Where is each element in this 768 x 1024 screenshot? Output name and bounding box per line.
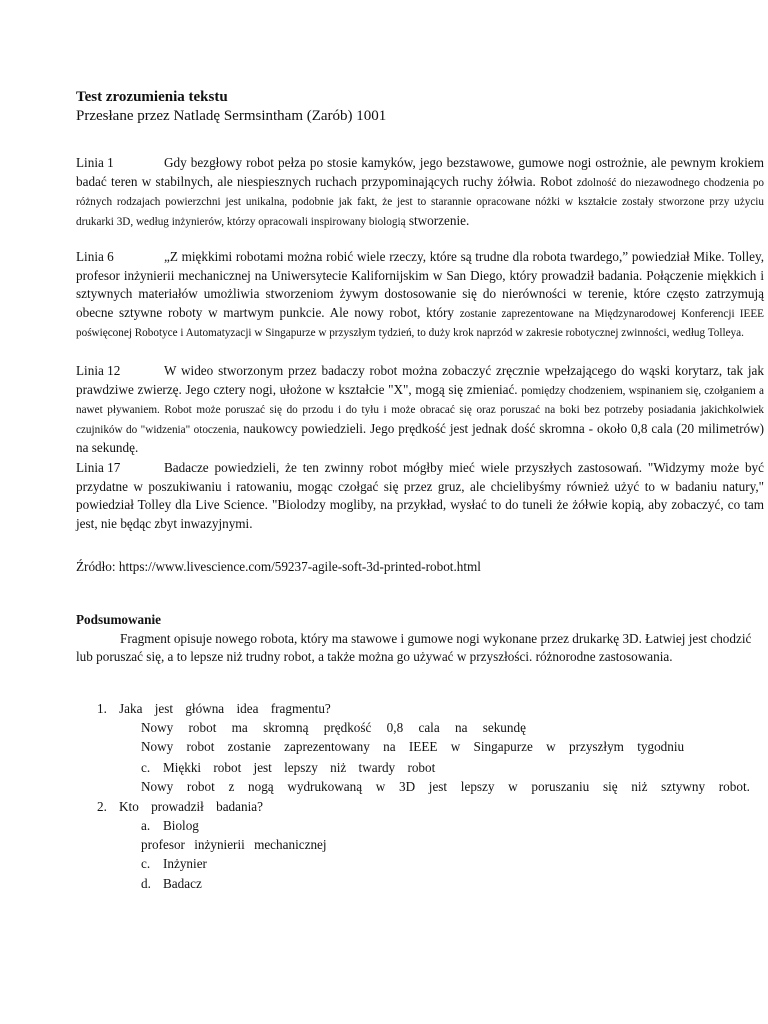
- document-subtitle: Przesłane przez Natladę Sermsintham (Zarób) 1001: [76, 108, 387, 124]
- answer-option[interactable]: [141, 856, 207, 872]
- answer-option[interactable]: [141, 876, 202, 892]
- line-label: Linia 1: [76, 155, 114, 170]
- option-letter: c.: [141, 856, 151, 871]
- answer-option[interactable]: [141, 779, 750, 795]
- summary-text: [76, 630, 762, 665]
- option-text: Nowy robot z nogą wydrukowaną w 3D jest lepszy w poruszaniu się niż sztywny robot.: [141, 779, 750, 794]
- option-text: profesor inżynierii mechanicznej: [141, 837, 327, 852]
- option-letter: c.: [141, 760, 151, 775]
- question-number: 1.: [97, 701, 107, 716]
- summary-heading: Podsumowanie: [76, 612, 161, 627]
- question-2: [97, 798, 263, 816]
- question-1: [97, 700, 331, 718]
- passage-paragraph-1: [76, 154, 764, 231]
- paragraph-small-text: zostanie zaprezentowane na Międzynarodowej Konferencji IEEE poświęconej Robotyce i Automatyzacji w Singapurze w przyszłym tydzień, to duży krok naprzód w zakresie robotycznej zwinności, według Tolleya.: [76, 307, 764, 339]
- option-text: Inżynier: [163, 856, 207, 871]
- document-title: Test zrozumienia tekstu: [76, 89, 228, 105]
- option-text: Nowy robot ma skromną prędkość 0,8 cala na sekundę: [141, 720, 526, 735]
- answer-option[interactable]: [141, 760, 435, 776]
- paragraph-end-text: stworzenie.: [408, 212, 470, 228]
- option-text: Nowy robot zostanie zaprezentowany na IEEE w Singapurze w przyszłym tygodniu: [141, 739, 685, 754]
- summary-body: Fragment opisuje nowego robota, który ma stawowe i gumowe nogi wykonane przez drukarkę 3D. Łatwiej jest chodzić lub poruszać się, a to lepsze niż trudny robot, a także można go używać w przyszłości. różnorodne zastosowania.: [76, 631, 752, 664]
- source-citation: Źródło: https://www.livescience.com/59237-agile-soft-3d-printed-robot.html: [76, 559, 481, 574]
- paragraph-end-text: naukowcy powiedzieli. Jego prędkość jest jednak dość skromna - około 0,8 cala (20 milimetrów) na sekundę.: [76, 420, 764, 455]
- paragraph-small-text: pomiędzy chodzeniem, wspinaniem się, czołganiem a nawet pływaniem. Robot może poruszać się do przodu i do tyłu i może obracać się oraz poruszać na boki bez potrzeby posiadania jakichkolwiek czujników do "widzenia" otoczenia,: [76, 384, 764, 436]
- passage-paragraph-4: [76, 459, 764, 533]
- line-label: Linia 6: [76, 249, 114, 264]
- option-text: Miękki robot jest lepszy niż twardy robot: [163, 760, 436, 775]
- answer-option[interactable]: [141, 720, 526, 736]
- paragraph-text: Gdy bezgłowy robot pełza po stosie kamyków, jego bezstawowe, gumowe nogi ostrożnie, ale pewnym krokiem badać teren w stabilnych, ale niespiesznych ruchach przypominających ruchy żółwia. Robot: [76, 155, 764, 189]
- answer-option[interactable]: [141, 818, 199, 834]
- line-label: Linia 17: [76, 460, 121, 475]
- question-text: Jaka jest główna idea fragmentu?: [119, 701, 331, 716]
- question-text: Kto prowadził badania?: [119, 799, 263, 814]
- line-label: Linia 12: [76, 363, 121, 378]
- paragraph-small-text: zdolność do niezawodnego chodzenia po różnych rodzajach powierzchni jest unikalna, podobnie jak fakt, że jest to starannie opracowane nóżki w kształcie zostały stworzone przy użyciu drukarki 3D, według inżynierów, którzy opracowali inspirowany biologią: [76, 176, 765, 228]
- paragraph-text: Badacze powiedzieli, że ten zwinny robot mógłby mieć wiele przyszłych zastosowań. "Widzymy może być przydatne w poszukiwaniu i ratowaniu, mogąc czołgać się przez gruz, ale chcielibyśmy również użyć to w badaniu natury," powiedział Tolley dla Live Science. "Biolodzy mogliby, na przykład, wysłać to do tuneli że żółwie kopią, aby zobaczyć, co tam jest, nie będąc zbyt inwazyjnymi.: [76, 460, 764, 531]
- option-text: Badacz: [163, 876, 202, 891]
- passage-paragraph-3: [76, 362, 764, 458]
- paragraph-text: „Z miękkimi robotami można robić wiele rzeczy, które są trudne dla robota twardego,” powiedział Mike. Tolley, profesor inżynierii mechanicznej na Uniwersytecie Kalifornijskim w San Diego, który prowadził badania. Połączenie miękkich i sztywnych materiałów umożliwia stworzeniom żywym dostosowanie się do nierówności w terenie, które często zatrzymują obecne sztywne roboty w martwym punkcie. Ale nowy robot, który: [76, 249, 764, 320]
- answer-option[interactable]: [141, 739, 684, 755]
- question-number: 2.: [97, 799, 107, 814]
- option-letter: d.: [141, 876, 151, 891]
- paragraph-text: W wideo stworzonym przez badaczy robot można zobaczyć zręcznie wpełzającego do wąski korytarz, tak jak prawdziwe zwierzę. Jego cztery nogi, ułożone w kształcie "X", mogą się zmieniać.: [76, 363, 764, 397]
- option-text: Biolog: [163, 818, 199, 833]
- option-letter: a.: [141, 818, 151, 833]
- answer-option[interactable]: [141, 837, 327, 853]
- passage-paragraph-2: [76, 248, 764, 343]
